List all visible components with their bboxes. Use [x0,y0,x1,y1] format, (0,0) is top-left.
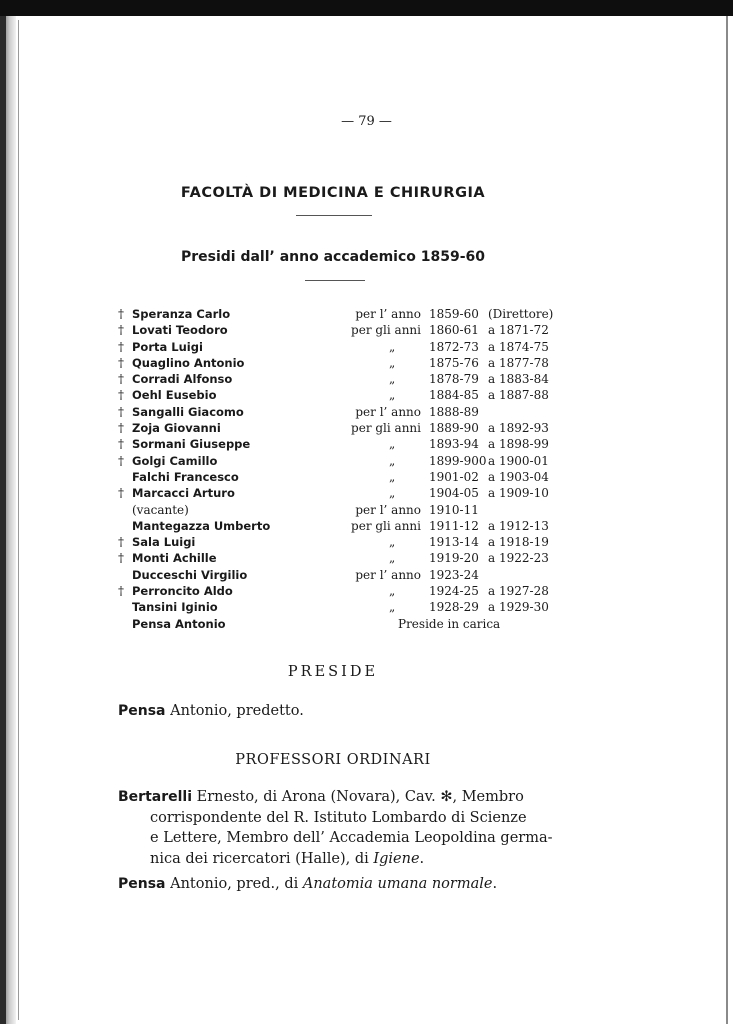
dean-period-prefix: per l’ anno [355,502,421,517]
ditto-mark: „ [389,372,396,387]
dean-period-prefix: per gli anni [351,518,421,533]
professor-line-tail: . [419,850,425,867]
professor-entry [118,874,497,895]
dean-name: Lovati Teodoro [132,323,228,338]
dean-period-end: a 1903-04 [488,469,549,484]
professor-subject: Igiene [373,850,420,867]
ditto-mark: „ [389,388,396,403]
ditto-mark: „ [389,355,396,370]
ditto-mark: „ [389,535,396,550]
cross-symbol: † [118,535,124,550]
dean-period-start: 1924-25 [429,584,479,599]
dean-period-end: a 1898-99 [488,437,549,452]
ditto-mark: „ [389,486,396,501]
page-number: — 79 — [341,114,392,129]
dean-name: Oehl Eusebio [132,388,217,403]
title-underline [296,215,372,216]
dean-name: (vacante) [132,502,189,517]
dean-row [118,616,550,632]
dean-period-end: a 1927-28 [488,584,549,599]
cross-symbol: † [118,453,124,468]
dean-row [118,567,550,583]
cross-symbol: † [118,388,124,403]
cross-symbol: † [118,421,124,436]
dean-period-start: 1919-20 [429,551,479,566]
cross-symbol: † [118,404,124,419]
dean-name: Quaglino Antonio [132,355,245,370]
dean-row [118,453,550,469]
ordinari-heading: PROFESSORI ORDINARI [235,752,431,768]
faculty-title: FACOLTÀ DI MEDICINA E CHIRURGIA [180,185,486,201]
professor-surname: Pensa [118,876,166,892]
cross-symbol: † [118,486,124,501]
dean-name: Tansini Iginio [132,600,218,615]
dean-row [118,550,550,566]
dean-period-start: 1884-85 [429,388,479,403]
presidi-underline [305,280,365,281]
dean-name: Sormani Giuseppe [132,437,251,452]
dean-period-prefix: per gli anni [351,421,421,436]
professor-line [118,849,553,870]
dean-status: Preside in carica [398,616,501,631]
dean-row [118,387,550,403]
preside-entry [118,703,304,719]
dean-row [118,436,550,452]
cross-symbol: † [118,551,124,566]
cross-symbol: † [118,584,124,599]
dean-name: Ducceschi Virgilio [132,567,248,582]
dean-period-start: 1889-90 [429,421,479,436]
dean-period-start: 1888-89 [429,404,479,419]
dean-period-start: 1901-02 [429,469,479,484]
dean-period-start: 1872-73 [429,339,479,354]
dean-name: Corradi Alfonso [132,372,233,387]
dean-row [118,420,550,436]
dean-period-start: 1893-94 [429,437,479,452]
dean-name: Golgi Camillo [132,453,218,468]
preside-text: Antonio, predetto. [165,703,304,719]
dean-period-end: a 1877-78 [488,355,549,370]
dean-period-start: 1899-900 [429,453,487,468]
dean-row [118,534,550,550]
dean-name: Falchi Francesco [132,469,239,484]
dean-name: Perroncito Aldo [132,584,233,599]
cross-symbol: † [118,339,124,354]
dean-period-start: 1860-61 [429,323,479,338]
professor-line: corrispondente del R. Istituto Lombardo di Scienze [150,809,527,826]
dean-name: Sangalli Giacomo [132,404,244,419]
dean-period-end: a 1887-88 [488,388,549,403]
preside-surname: Pensa [118,703,166,719]
presidi-title: Presidi dall’ anno accademico 1859-60 [180,249,486,265]
professor-line: Ernesto, di Arona (Novara), Cav. ✻, Membro [192,789,524,805]
dean-period-start: 1875-76 [429,355,479,370]
dean-name: Pensa Antonio [132,616,226,631]
ditto-mark: „ [389,584,396,599]
dean-row [118,502,550,518]
dean-period-start: 1928-29 [429,600,479,615]
dean-row [118,339,550,355]
dean-name: Monti Achille [132,551,217,566]
dean-period-end: a 1922-23 [488,551,549,566]
dean-period-end: a 1892-93 [488,421,549,436]
dean-name: Mantegazza Umberto [132,518,271,533]
dean-period-start: 1923-24 [429,567,479,582]
dean-period-end: a 1918-19 [488,535,549,550]
dean-period-start: 1910-11 [429,502,479,517]
dean-name: Speranza Carlo [132,307,231,321]
professor-line-text: nica dei ricercatori (Halle), di [150,850,374,867]
dean-period-prefix: per l’ anno [355,404,421,419]
ditto-mark: „ [389,453,396,468]
dean-period-prefix: per l’ anno [355,567,421,582]
dean-name: Sala Luigi [132,535,196,550]
dean-row [118,322,550,338]
dean-period-prefix: per l’ anno [355,307,421,321]
dean-period-start: 1911-12 [429,518,479,533]
dean-period-end: a 1929-30 [488,600,549,615]
dean-row [118,469,550,485]
professor-line: e Lettere, Membro dell’ Accademia Leopoldina germa- [150,830,553,847]
dean-period-end: (Direttore) [488,307,554,321]
ditto-mark: „ [389,339,396,354]
scan-top-border [0,0,733,16]
dean-row [118,306,554,322]
cross-symbol: † [118,437,124,452]
dean-name: Zoja Giovanni [132,421,221,436]
professor-subject: Anatomia umana normale [302,876,493,892]
cross-symbol: † [118,355,124,370]
ditto-mark: „ [389,551,396,566]
dean-period-start: 1878-79 [429,372,479,387]
dean-period-end: a 1909-10 [488,486,549,501]
cross-symbol: † [118,372,124,387]
scan-left-shadow [6,16,16,1024]
dean-name: Porta Luigi [132,339,203,354]
ditto-mark: „ [389,437,396,452]
dean-period-start: 1904-05 [429,486,479,501]
cross-symbol: † [118,307,124,321]
dean-period-end: a 1900-01 [488,453,549,468]
professor-line-tail: . [492,876,498,892]
dean-period-end: a 1883-84 [488,372,549,387]
dean-period-start: 1859-60 [429,307,479,321]
professor-line: Antonio, pred., di [165,876,303,892]
dean-period-end: a 1912-13 [488,518,549,533]
dean-row [118,355,550,371]
dean-period-end: a 1871-72 [488,323,549,338]
ditto-mark: „ [389,469,396,484]
dean-name: Marcacci Arturo [132,486,235,501]
dean-row [118,404,550,420]
dean-row [118,485,550,501]
dean-row [118,583,550,599]
deans-list [118,306,554,632]
dean-row [118,599,550,615]
dean-row [118,518,550,534]
dean-period-prefix: per gli anni [351,323,421,338]
professor-surname: Bertarelli [118,789,193,805]
dean-row [118,371,550,387]
ditto-mark: „ [389,600,396,615]
cross-symbol: † [118,323,124,338]
professor-entry [118,787,553,869]
scan-left-line [18,20,19,1020]
scan-right-line [726,16,728,1024]
dean-period-start: 1913-14 [429,535,479,550]
dean-period-end: a 1874-75 [488,339,549,354]
preside-heading: PRESIDE [287,664,379,680]
